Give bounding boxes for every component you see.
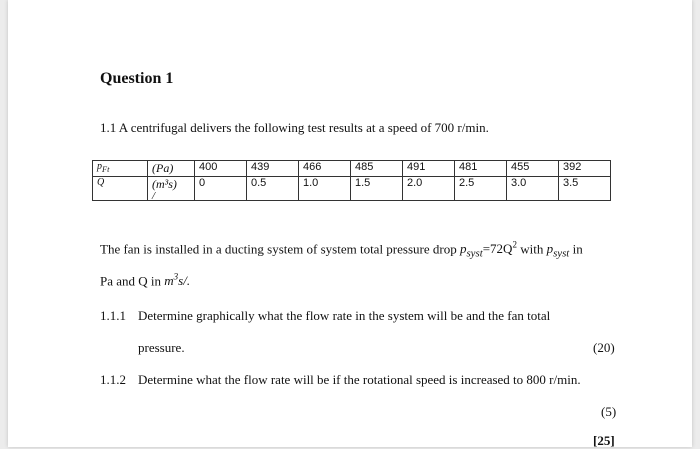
table-cell: 466 bbox=[299, 161, 351, 177]
table-cell: 400 bbox=[195, 161, 247, 177]
question-number-1-1-1: 1.1.1 bbox=[100, 308, 126, 323]
question-title: Question 1 bbox=[100, 70, 174, 87]
table-row bbox=[93, 177, 611, 201]
flow-unit: $m^3s/$. bbox=[164, 272, 191, 289]
p-syst-symbol: $p_{syst}$ bbox=[546, 241, 570, 260]
table-cell: 485 bbox=[351, 161, 403, 177]
table-cell: 481 bbox=[455, 161, 507, 177]
marks-1-1-1: (20) bbox=[593, 340, 615, 355]
document-page bbox=[8, 0, 692, 447]
table-cell: 2.0 bbox=[403, 177, 455, 201]
marks-1-1-2: (5) bbox=[601, 404, 617, 419]
table-cell: 3.5 bbox=[559, 177, 611, 201]
table-row bbox=[93, 161, 611, 177]
table-cell: 491 bbox=[403, 161, 455, 177]
table-cell: 439 bbox=[247, 161, 299, 177]
p-syst-symbol: $p_{syst}$ bbox=[459, 241, 483, 260]
fan-paragraph-line2: Pa and Q in $m^3s/$. bbox=[100, 272, 191, 289]
question-number-1-1-2: 1.1.2 bbox=[100, 372, 126, 387]
test-results-table bbox=[92, 160, 611, 201]
flow-unit-cell: (m³s) / bbox=[148, 177, 195, 201]
table-cell: 0 bbox=[195, 177, 247, 201]
pressure-label-cell: $p_{Ft}$ bbox=[93, 161, 148, 177]
question-1-1-1-text: Determine graphically what the flow rate in the system will be and the fan total bbox=[138, 308, 551, 323]
table-cell: 2.5 bbox=[455, 177, 507, 201]
pressure-unit-cell: (Pa) bbox=[148, 161, 195, 177]
table-cell: 1.5 bbox=[351, 177, 403, 201]
fan-paragraph-line1: The fan is installed in a ducting system of system total pressure drop $p_{syst}=72Q^2$ with $p_{syst}$ in bbox=[100, 240, 583, 260]
table-cell: 392 bbox=[559, 161, 611, 177]
question-1-1-2-text: Determine what the flow rate will be if the rotational speed is increased to 800 r/min. bbox=[138, 372, 581, 387]
table-cell: 1.0 bbox=[299, 177, 351, 201]
question-intro: 1.1 A centrifugal delivers the following test results at a speed of 700 r/min. bbox=[100, 120, 489, 135]
table-cell: 3.0 bbox=[507, 177, 559, 201]
total-marks: [25] bbox=[593, 433, 615, 448]
question-1-1-1-text-cont: pressure. bbox=[138, 340, 185, 355]
flow-unit-tick: / bbox=[152, 190, 156, 202]
equation: $=72Q^2$ bbox=[482, 240, 517, 257]
table-cell: 0.5 bbox=[247, 177, 299, 201]
flow-label-cell: Q bbox=[93, 177, 148, 201]
table-cell: 455 bbox=[507, 161, 559, 177]
